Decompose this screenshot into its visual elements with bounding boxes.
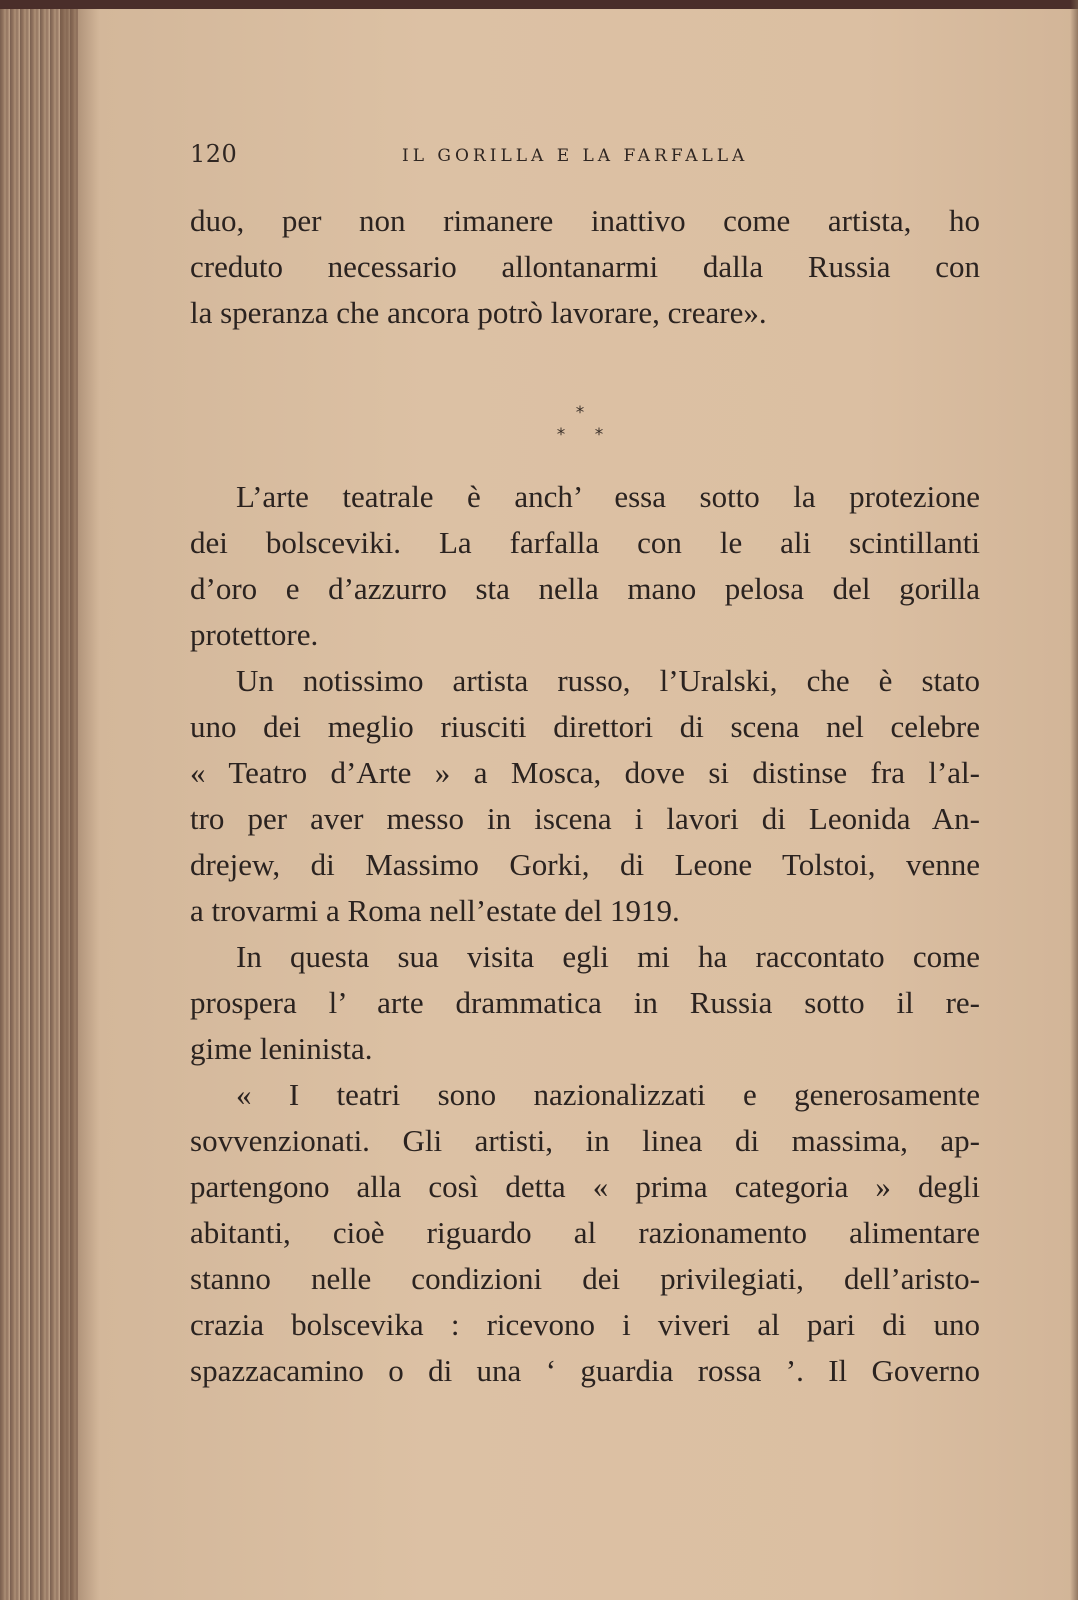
- text-line: crazia bolscevika : ricevono i viveri al pari di uno: [190, 1307, 980, 1342]
- text-line: partengono alla così detta « prima categoria » degli: [190, 1169, 980, 1204]
- section-gap: [190, 336, 980, 474]
- text-line: In questa sua visita egli mi ha raccontato come: [236, 939, 980, 974]
- text-line: drejew, di Massimo Gorki, di Leone Tolstoi, venne: [190, 847, 980, 882]
- text-line: « Teatro d’Arte » a Mosca, dove si distinse fra l’al-: [190, 755, 980, 790]
- running-head: [190, 140, 980, 180]
- asterism-bottom: * *: [556, 425, 616, 445]
- text-line: creduto necessario allontanarmi dalla Russia con: [190, 249, 980, 284]
- text-line: la speranza che ancora potrò lavorare, creare».: [190, 295, 767, 330]
- text-line: abitanti, cioè riguardo al razionamento alimentare: [190, 1215, 980, 1250]
- right-edge: [1070, 0, 1078, 1600]
- body-text: [190, 198, 980, 1394]
- gutter-fade: [60, 0, 100, 1600]
- cover-edge: [0, 0, 1078, 9]
- text-line: a trovarmi a Roma nell’estate del 1919.: [190, 893, 680, 928]
- text-line: sovvenzionati. Gli artisti, in linea di massima, ap-: [190, 1123, 980, 1158]
- text-line: prospera l’ arte drammatica in Russia sotto il re-: [190, 985, 980, 1020]
- running-title: IL GORILLA E LA FARFALLA: [402, 146, 749, 166]
- text-line: stanno nelle condizioni dei privilegiati, dell’aristo-: [190, 1261, 980, 1296]
- text-line: tro per aver messo in iscena i lavori di Leonida An-: [190, 801, 980, 836]
- text-line: duo, per non rimanere inattivo come artista, ho: [190, 203, 980, 238]
- asterism-top: *: [575, 403, 597, 423]
- text-line: gime leninista.: [190, 1031, 373, 1066]
- text-line: L’arte teatrale è anch’ essa sotto la protezione: [236, 479, 980, 514]
- text-line: protettore.: [190, 617, 319, 652]
- text-line: spazzacamino o di una ‘ guardia rossa ’. Il Governo: [190, 1353, 980, 1388]
- text-line: dei bolsceviki. La farfalla con le ali scintillanti: [190, 525, 980, 560]
- text-line: « I teatri sono nazionalizzati e generosamente: [236, 1077, 980, 1112]
- text-line: Un notissimo artista russo, l’Uralski, che è stato: [236, 663, 980, 698]
- text-line: d’oro e d’azzurro sta nella mano pelosa del gorilla: [190, 571, 980, 606]
- page-number: 120: [190, 140, 238, 168]
- text-line: uno dei meglio riusciti direttori di scena nel celebre: [190, 709, 980, 744]
